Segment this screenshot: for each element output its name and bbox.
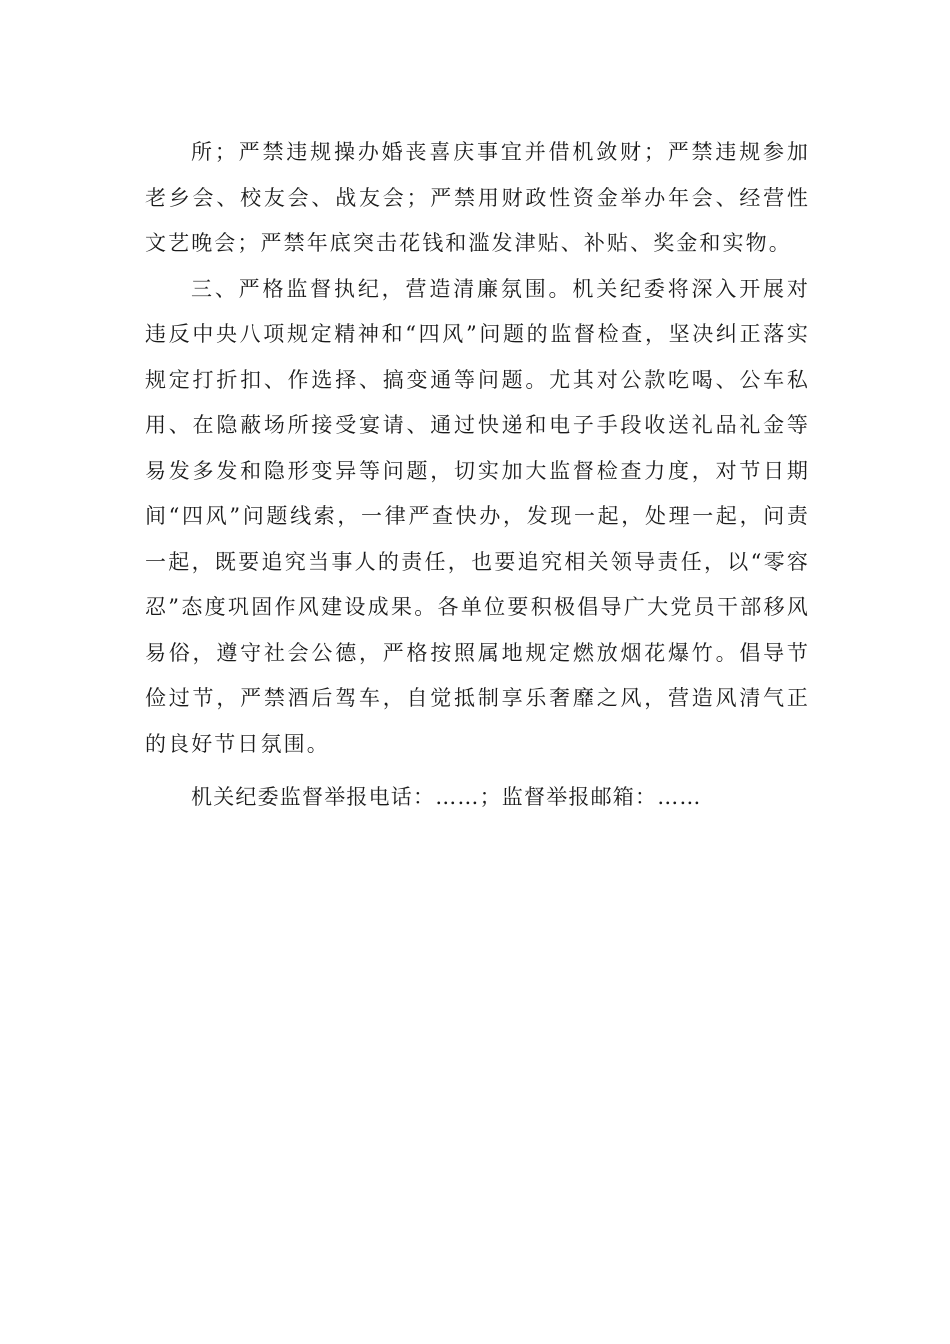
contact-line: 机关纪委监督举报电话：……；监督举报邮箱：…… (191, 785, 702, 809)
paragraph-section-three: 三、严格监督执纪，营造清廉氛围。机关纪委将深入开展对违反中央八项规定精神和“四风”问题的监督检查，坚决纠正落实规定打折扣、作选择、搞变通等问题。尤其对公款吃喝、公车私用、在隐蔽场所接受宴请、通过快递和电子手段收送礼品礼金等易发多发和隐形变异等问题，切实加大监督检查力度，对节日期间“四风”问题线索，一律严查快办，发现一起，处理一起，问责一起，既要追究当事人的责任，也要追究相关领导责任，以“零容忍”态度巩固作风建设成果。各单位要积极倡导广大党员干部移风易俗，遵守社会公德，严格按照属地规定燃放烟花爆竹。倡导节俭过节，严禁酒后驾车，自觉抵制享乐奢靡之风，营造风清气正的良好节日氛围。 (145, 276, 810, 756)
document-body (145, 130, 810, 821)
paragraph-continued-prohibitions: 所；严禁违规操办婚丧喜庆事宜并借机敛财；严禁违规参加老乡会、校友会、战友会；严禁用财政性资金举办年会、经营性文艺晚会；严禁年底突击花钱和滥发津贴、补贴、奖金和实物。 (145, 140, 810, 255)
